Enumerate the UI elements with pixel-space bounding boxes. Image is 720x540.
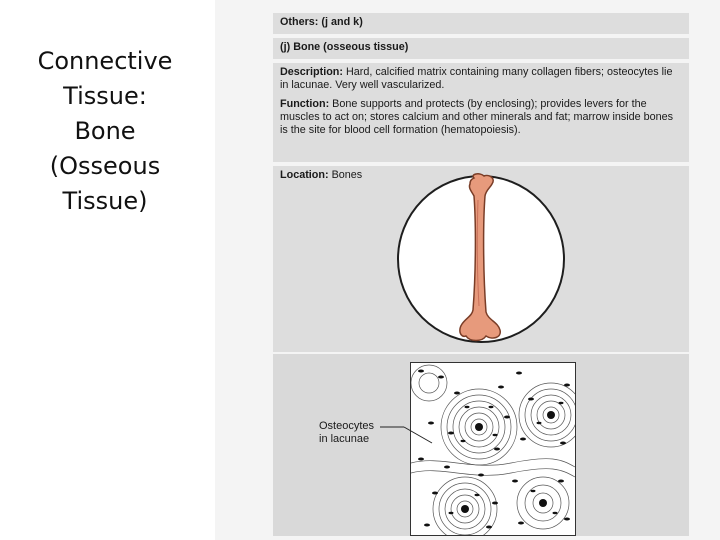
osseous-tissue-micrograph: [410, 362, 576, 536]
function-body: Bone supports and protects (by enclosing); provides levers for the muscles to act on; stores calcium and other minerals and fat; marrow inside bones is the site for blood cell formation (hematopoiesis).: [280, 98, 674, 136]
slide-title-line: (Osseous: [49, 152, 161, 180]
slide-title-line: Tissue:: [63, 82, 147, 110]
caption-leader-line: [380, 425, 440, 449]
slide-title-line: Tissue): [62, 187, 148, 215]
micrograph-caption-line: Osteocytes: [319, 420, 375, 432]
description-body: Hard, calcified matrix containing many collagen fibers; osteocytes lie in lacunae. Very well vascularized.: [280, 66, 673, 91]
section-header: [273, 38, 689, 59]
micrograph-caption: [319, 420, 374, 446]
micrograph-caption-line: in lacunae: [319, 433, 370, 445]
function-label: Function:: [280, 98, 330, 110]
section-header-label: (j) Bone (osseous tissue): [280, 41, 409, 53]
others-header: [273, 13, 689, 34]
description-function-panel: [273, 63, 689, 162]
long-bone-icon: [456, 172, 506, 344]
description-label: Description:: [280, 66, 343, 78]
function-text: [280, 98, 682, 137]
location-body: Bones: [328, 169, 363, 181]
location-label: Location:: [280, 169, 329, 181]
slide-title-line: Connective: [37, 47, 173, 75]
description-text: [280, 66, 682, 92]
micrograph-drawing: [411, 363, 575, 535]
others-header-label: Others: (j and k): [280, 16, 363, 28]
slide-title-line: Bone: [74, 117, 136, 145]
slide-title: [10, 44, 200, 219]
